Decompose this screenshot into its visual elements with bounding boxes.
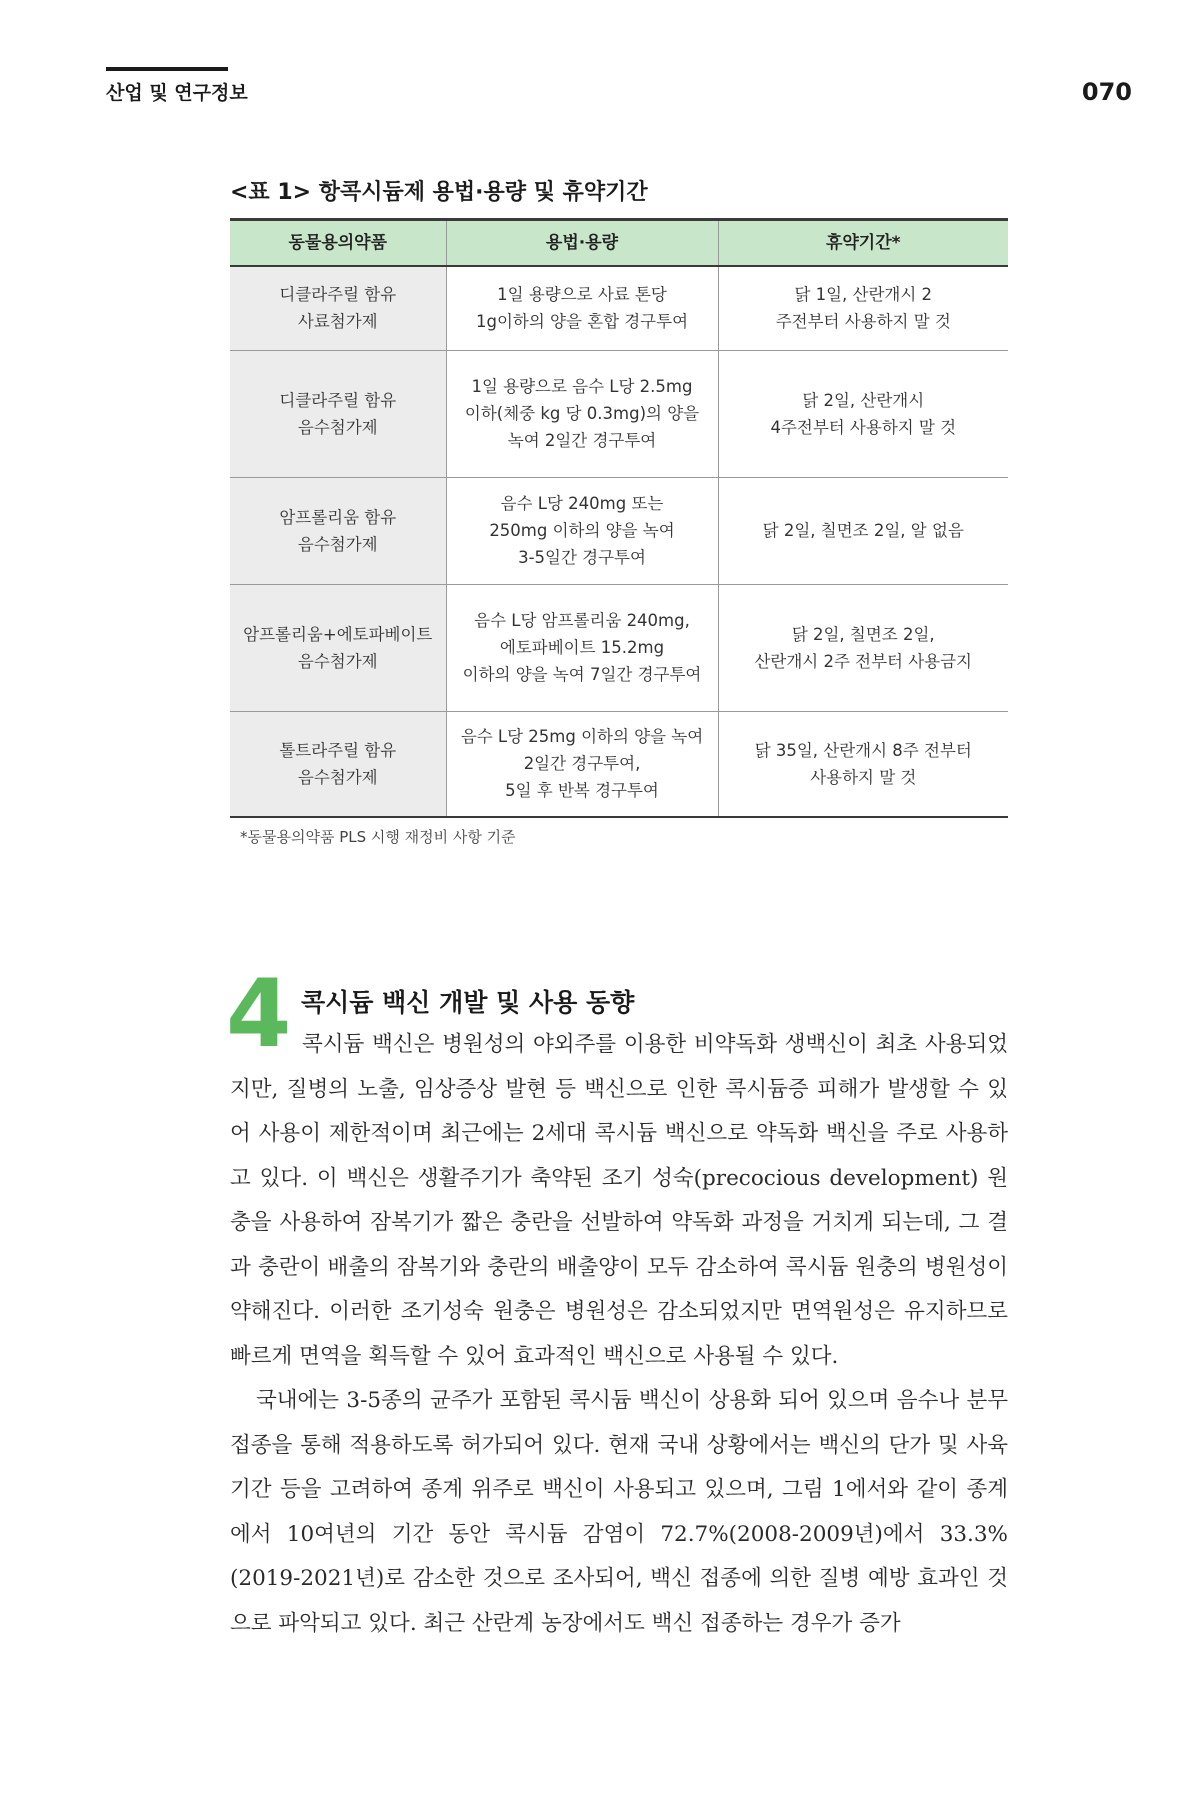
dosage-cell xyxy=(446,711,718,817)
drug-name-line: 디클라주릴 함유 xyxy=(279,285,397,305)
dosage-cell xyxy=(446,266,718,350)
dosage-cell xyxy=(446,350,718,477)
table-header-row xyxy=(230,220,1008,267)
drug-name-line: 디클라주릴 함유 xyxy=(279,390,397,410)
drug-name-cell xyxy=(230,350,446,477)
table-row xyxy=(230,584,1008,711)
dosage-line: 에토파베이트 15.2mg xyxy=(499,638,665,657)
dosage-cell xyxy=(446,584,718,711)
dosage-line: 1g이하의 양을 혼합 경구투여 xyxy=(475,312,689,332)
column-header-drug: 동물용의약품 xyxy=(230,220,446,267)
dosage-line: 음수 L당 240mg 또는 xyxy=(500,494,664,513)
header-rule xyxy=(106,67,228,71)
section-label: 산업 및 연구정보 xyxy=(106,82,248,104)
drug-name-line: 음수첨가제 xyxy=(297,534,378,554)
table-row xyxy=(230,350,1008,477)
dosage-table xyxy=(230,218,1008,818)
drug-name-line: 암프롤리움+에토파베이트 xyxy=(243,624,433,644)
withdrawal-line: 4주전부터 사용하지 말 것 xyxy=(770,417,957,437)
dosage-line: 녹여 2일간 경구투여 xyxy=(507,431,657,450)
dosage-line: 5일 후 반복 경구투여 xyxy=(505,781,659,801)
dosage-line: 1일 용량으로 사료 톤당 xyxy=(497,285,667,305)
body-paragraph: 국내에는 3-5종의 균주가 포함된 콕시듐 백신이 상용화 되어 있으며 음수나 분무 접종을 통해 적용하도록 허가되어 있다. 현재 국내 상황에서는 백신의 단가 및 사육 기간 등을 고려하여 종계 위주로 백신이 사용되고 있으며, 그림 1에서와 같이 종계에서 10여년의 기간 동안 콕시듐 감염이 72.7%(2008-2009년)에서 33.3%(2019-2021년)로 감소한 것으로 조사되어, 백신 접종에 의한 질병 예방 효과인 것으로 파악되고 있다. 최근 산란계 농장에서도 백신 접종하는 경우가 증가 xyxy=(230,1388,1008,1636)
withdrawal-line: 닭 2일, 칠면조 2일, 알 없음 xyxy=(762,521,964,540)
drug-name-cell xyxy=(230,711,446,817)
table-title: <표 1> 항콕시듐제 용법·용량 및 휴약기간 xyxy=(230,180,648,205)
withdrawal-cell xyxy=(718,266,1008,350)
withdrawal-cell xyxy=(718,711,1008,817)
drug-name-line: 음수첨가제 xyxy=(297,651,378,671)
table-row xyxy=(230,711,1008,817)
drug-name-cell xyxy=(230,266,446,350)
drug-name-line: 음수첨가제 xyxy=(297,417,378,437)
table-footnote: *동물용의약품 PLS 시행 재정비 사항 기준 xyxy=(240,828,516,846)
withdrawal-line: 닭 2일, 칠면조 2일, xyxy=(791,624,935,644)
withdrawal-cell xyxy=(718,584,1008,711)
body-text xyxy=(230,1023,1008,1646)
dosage-line: 2일간 경구투여, xyxy=(523,754,641,774)
body-paragraph: 콕시듐 백신은 병원성의 야외주를 이용한 비약독화 생백신이 최초 사용되었지만, 질병의 노출, 임상증상 발현 등 백신으로 인한 콕시듐증 피해가 발생할 수 있어 사용이 제한적이며 최근에는 2세대 콕시듐 백신으로 약독화 백신을 주로 사용하고 있다. 이 백신은 생활주기가 축약된 조기 성숙(precocious development) 원충을 사용하여 잠복기가 짧은 충란을 선발하여 약독화 과정을 거치게 되는데, 그 결과 충란이 배출의 잠복기와 충란의 배출양이 모두 감소하여 콕시듐 원충의 병원성이 약해진다. 이러한 조기성숙 원충은 병원성은 감소되었지만 면역원성은 유지하므로 빠르게 면역을 획득할 수 있어 효과적인 백신으로 사용될 수 있다. xyxy=(230,1032,1008,1369)
withdrawal-line: 산란개시 2주 전부터 사용금지 xyxy=(754,651,972,671)
withdrawal-cell xyxy=(718,350,1008,477)
dosage-line: 1일 용량으로 음수 L당 2.5mg xyxy=(471,377,693,396)
dosage-line: 음수 L당 암프롤리움 240mg, xyxy=(474,611,690,630)
dosage-line: 3-5일간 경구투여 xyxy=(518,548,646,567)
dosage-line: 이하의 양을 녹여 7일간 경구투여 xyxy=(462,665,702,684)
dosage-line: 250mg 이하의 양을 녹여 xyxy=(489,521,675,540)
withdrawal-line: 닭 2일, 산란개시 xyxy=(802,390,925,410)
column-header-dosage: 용법·용량 xyxy=(446,220,718,267)
column-header-withdrawal: 휴약기간* xyxy=(718,220,1008,267)
drug-name-line: 사료첨가제 xyxy=(297,312,378,332)
withdrawal-line: 사용하지 말 것 xyxy=(810,767,917,787)
drug-name-line: 톨트라주릴 함유 xyxy=(279,740,397,760)
withdrawal-cell xyxy=(718,477,1008,584)
table-row xyxy=(230,477,1008,584)
withdrawal-line: 닭 35일, 산란개시 8주 전부터 xyxy=(754,740,972,760)
drug-name-cell xyxy=(230,584,446,711)
section-heading: 콕시듐 백신 개발 및 사용 동향 xyxy=(301,988,635,1017)
section-number: 4 xyxy=(226,960,292,1069)
page-number: 070 xyxy=(1081,78,1132,106)
drug-name-cell xyxy=(230,477,446,584)
table-row xyxy=(230,266,1008,350)
withdrawal-line: 주전부터 사용하지 말 것 xyxy=(775,312,951,332)
dosage-line: 이하(체중 kg 당 0.3mg)의 양을 xyxy=(464,404,700,423)
dosage-cell xyxy=(446,477,718,584)
dosage-line: 음수 L당 25mg 이하의 양을 녹여 xyxy=(460,727,704,747)
drug-name-line: 음수첨가제 xyxy=(297,767,378,787)
drug-name-line: 암프롤리움 함유 xyxy=(279,507,397,527)
withdrawal-line: 닭 1일, 산란개시 2 xyxy=(794,285,933,305)
